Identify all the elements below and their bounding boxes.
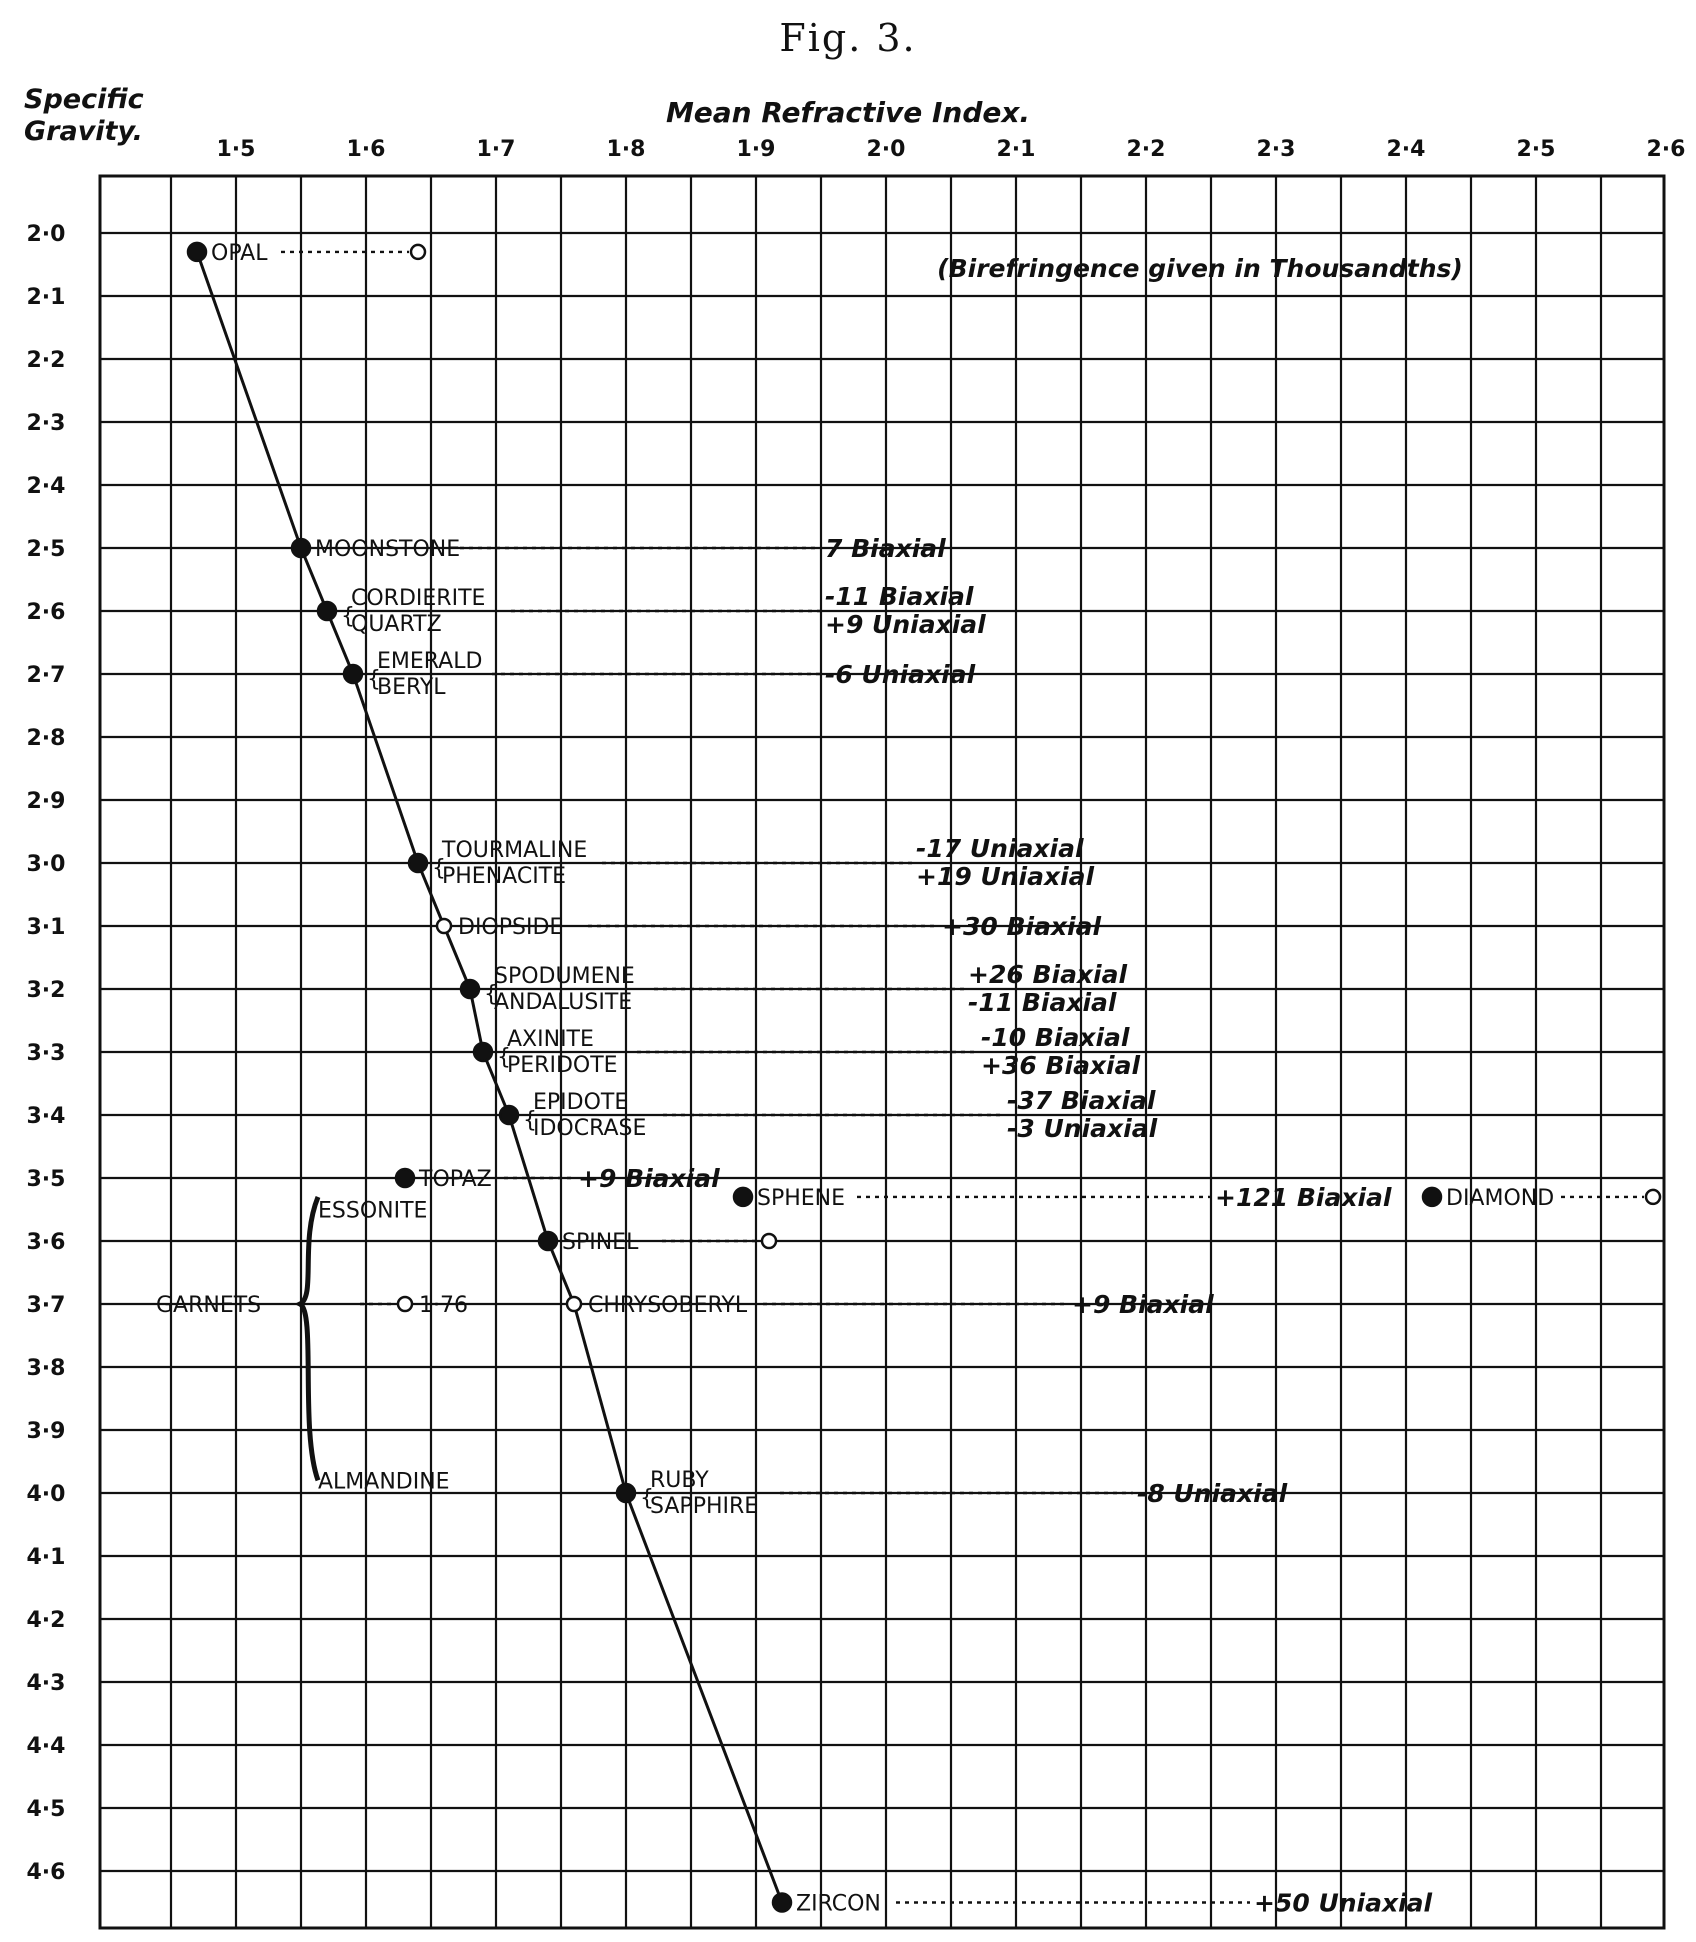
- data-point: [567, 1297, 581, 1311]
- y-tick-label: 4·6: [26, 1860, 66, 1885]
- data-point: [188, 243, 206, 261]
- x-tick-label: 1·7: [476, 137, 516, 162]
- birefringence-label: +9 Biaxial: [1072, 1290, 1214, 1319]
- open-marker: [762, 1234, 776, 1248]
- gem-label: DIAMOND: [1446, 1185, 1555, 1211]
- data-point: [773, 1894, 791, 1912]
- y-tick-label: 3·8: [26, 1356, 66, 1381]
- gem-label: ANDALUSITE: [494, 990, 633, 1015]
- birefringence-label: +36 Biaxial: [981, 1051, 1141, 1080]
- brace-glyph: {: [432, 856, 446, 881]
- data-point: [1423, 1188, 1441, 1206]
- gem-label: PHENACITE: [442, 864, 567, 889]
- tick-labels: [27, 137, 1686, 1885]
- birefringence-label: +121 Biaxial: [1215, 1182, 1392, 1212]
- y-tick-label: 4·2: [26, 1608, 66, 1633]
- garnet-member-label: ESSONITE: [318, 1198, 428, 1224]
- data-point: [396, 1169, 414, 1187]
- y-axis-title-line-1: Specific: [24, 84, 144, 115]
- gem-label: CORDIERITE: [351, 586, 486, 611]
- birefringence-label: -3 Uniaxial: [1007, 1114, 1158, 1143]
- birefringence-label: -10 Biaxial: [981, 1023, 1130, 1052]
- y-tick-label: 3·7: [26, 1293, 66, 1318]
- garnets-brace: [300, 1197, 318, 1481]
- gem-label: DIOPSIDE: [458, 915, 564, 940]
- x-tick-label: 2·5: [1516, 137, 1556, 162]
- garnet-value-label: 1·76: [419, 1293, 468, 1318]
- data-point: [539, 1232, 557, 1250]
- y-tick-label: 3·4: [26, 1104, 66, 1129]
- x-tick-label: 2·2: [1126, 137, 1166, 162]
- birefringence-label: +50 Uniaxial: [1254, 1888, 1433, 1918]
- birefringence-label: 7 Biaxial: [825, 534, 946, 563]
- gem-label: BERYL: [377, 675, 446, 700]
- birefringence-label: -6 Uniaxial: [825, 660, 976, 689]
- birefringence-label: +30 Biaxial: [942, 912, 1102, 941]
- x-tick-label: 2·0: [866, 137, 906, 162]
- brace-glyph: {: [484, 982, 498, 1007]
- birefringence-label: -11 Biaxial: [968, 988, 1117, 1017]
- gem-label: CHRYSOBERYL: [588, 1293, 748, 1318]
- gem-label: AXINITE: [507, 1027, 594, 1052]
- y-tick-label: 4·1: [26, 1545, 66, 1570]
- garnets-label: GARNETS: [156, 1293, 262, 1318]
- y-tick-label: 4·5: [26, 1797, 66, 1822]
- birefringence-label: +19 Uniaxial: [916, 862, 1095, 891]
- open-marker: [411, 245, 425, 259]
- x-tick-label: 2·3: [1256, 137, 1296, 162]
- data-point: [318, 602, 336, 620]
- gem-label: SAPPHIRE: [650, 1494, 759, 1519]
- x-tick-label: 1·9: [736, 137, 776, 162]
- data-point: [500, 1106, 518, 1124]
- data-series: [156, 241, 1660, 1918]
- y-tick-label: 3·3: [26, 1041, 66, 1066]
- gem-label: SPINEL: [562, 1230, 639, 1255]
- y-tick-label: 4·3: [26, 1671, 66, 1696]
- x-tick-label: 1·8: [606, 137, 646, 162]
- gem-label: ZIRCON: [796, 1891, 881, 1917]
- y-tick-label: 2·2: [26, 348, 66, 373]
- data-point: [474, 1043, 492, 1061]
- y-tick-label: 2·1: [26, 285, 66, 310]
- birefringence-annotation: (Birefringence given in Thousandths): [937, 254, 1463, 283]
- birefringence-label: -17 Uniaxial: [916, 834, 1084, 863]
- open-marker: [398, 1297, 412, 1311]
- data-point: [344, 665, 362, 683]
- x-axis-title: Mean Refractive Index.: [665, 96, 1031, 129]
- y-tick-label: 2·3: [26, 411, 66, 436]
- x-tick-label: 2·1: [996, 137, 1036, 162]
- y-axis-title-line-2: Gravity.: [24, 116, 143, 147]
- y-tick-label: 3·9: [26, 1419, 66, 1444]
- brace-glyph: {: [367, 667, 381, 692]
- gem-label: IDOCRASE: [533, 1116, 647, 1141]
- brace-glyph: {: [640, 1486, 654, 1511]
- x-tick-label: 2·4: [1386, 137, 1426, 162]
- data-point: [617, 1484, 635, 1502]
- gem-label: EMERALD: [377, 649, 483, 674]
- data-point: [409, 854, 427, 872]
- gem-label: MOONSTONE: [315, 537, 461, 562]
- brace-glyph: {: [497, 1045, 511, 1070]
- trend-line: [197, 252, 782, 1903]
- data-point: [437, 919, 451, 933]
- gem-label: RUBY: [650, 1468, 709, 1493]
- y-tick-label: 2·0: [26, 222, 66, 247]
- birefringence-label: -11 Biaxial: [825, 582, 974, 611]
- gem-label: SPODUMENE: [494, 964, 635, 989]
- y-tick-label: 2·7: [26, 663, 66, 688]
- data-point: [292, 539, 310, 557]
- brace-glyph: {: [341, 604, 355, 629]
- brace-glyph: {: [523, 1108, 537, 1133]
- x-tick-label: 1·6: [346, 137, 386, 162]
- birefringence-label: +9 Biaxial: [578, 1164, 720, 1193]
- gem-label: QUARTZ: [351, 612, 442, 637]
- y-tick-label: 3·0: [26, 852, 66, 877]
- y-tick-label: 4·0: [26, 1482, 66, 1507]
- y-tick-label: 3·5: [26, 1167, 66, 1192]
- data-point: [461, 980, 479, 998]
- y-tick-label: 3·2: [26, 978, 66, 1003]
- gem-label: OPAL: [211, 240, 268, 266]
- gem-label: SPHENE: [757, 1185, 846, 1211]
- y-tick-label: 3·6: [26, 1230, 66, 1255]
- gem-label: EPIDOTE: [533, 1090, 629, 1115]
- birefringence-label: +9 Uniaxial: [825, 610, 986, 639]
- y-tick-label: 2·4: [26, 474, 66, 499]
- garnet-member-label: ALMANDINE: [318, 1469, 450, 1495]
- gem-label: TOPAZ: [419, 1167, 492, 1192]
- y-tick-label: 2·8: [26, 726, 66, 751]
- open-marker: [1646, 1190, 1660, 1204]
- gem-label: TOURMALINE: [442, 838, 588, 863]
- y-tick-label: 2·6: [26, 600, 66, 625]
- data-point: [734, 1188, 752, 1206]
- y-tick-label: 3·1: [26, 915, 66, 940]
- birefringence-label: +26 Biaxial: [968, 960, 1128, 989]
- y-tick-label: 2·9: [26, 789, 66, 814]
- y-tick-label: 4·4: [26, 1734, 66, 1759]
- birefringence-label: -8 Uniaxial: [1137, 1479, 1288, 1508]
- x-tick-label: 1·5: [216, 137, 256, 162]
- figure-title: Fig. 3.: [779, 16, 917, 60]
- y-tick-label: 2·5: [26, 537, 66, 562]
- x-tick-label: 2·6: [1646, 137, 1686, 162]
- gem-label: PERIDOTE: [507, 1053, 618, 1078]
- birefringence-label: -37 Biaxial: [1007, 1086, 1156, 1115]
